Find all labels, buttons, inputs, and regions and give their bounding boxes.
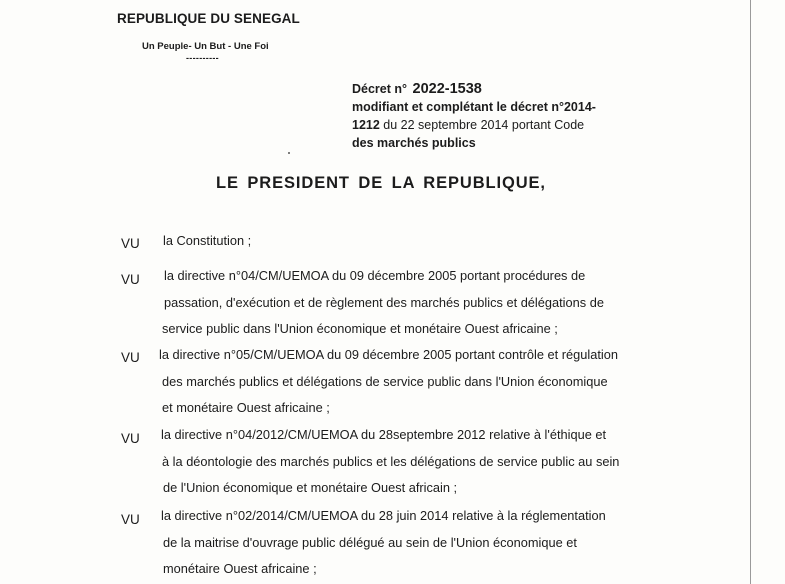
decree-prefix: Décret n° [352,82,408,96]
decree-block [352,80,596,152]
national-motto: Un Peuple- Un But - Une Foi [142,41,269,52]
country-title: REPUBLIQUE DU SENEGAL [117,11,300,26]
visa-text-line: la Constitution ; [163,233,252,248]
decree-ref-number: 1212 [352,118,380,132]
visa-text-line: des marchés publics et délégations de service public dans l'Union économique [162,373,608,389]
visa-text-line: la directive n°04/2012/CM/UEMOA du 28septembre 2012 relative à l'éthique et [161,427,607,442]
decree-number: 2022-1538 [412,81,482,97]
decree-subject-line-3: des marchés publics [352,136,476,150]
visa-label: VU [121,350,140,365]
visa-text-line: de la maitrise d'ouvrage public délégué au sein de l'Union économique et [163,534,577,550]
president-heading: LE PRESIDENT DE LA REPUBLIQUE, [216,174,546,192]
visa-label: VU [121,431,140,446]
decree-subject-line-1: modifiant et complétant le décret n°2014- [352,100,596,114]
page-edge-divider [750,0,751,584]
visa-text-line: la directive n°05/CM/UEMOA du 09 décembre 2005 portant contrôle et régulation [159,347,618,362]
visa-text-line: monétaire Ouest africaine ; [163,561,317,576]
decree-ref-date: du 22 septembre 2014 portant Code [383,118,585,132]
visa-text-line: service public dans l'Union économique et monétaire Ouest africaine ; [162,321,558,336]
visa-text-line: passation, d'exécution et de règlement des marchés publics et délégations de [164,294,604,310]
visa-text-line: la directive n°02/2014/CM/UEMOA du 28 juin 2014 relative à la réglementation [161,508,606,523]
header-separator: ---------- [186,53,219,63]
visa-text-line: de l'Union économique et monétaire Ouest africain ; [163,480,458,495]
decree-subject-line-2 [352,116,596,134]
visa-label: VU [121,272,140,287]
visa-label: VU [121,236,140,251]
decree-number-line [352,80,596,98]
visa-text-line: à la déontologie des marchés publics et les délégations de service public au sein [162,453,620,469]
visa-text-line: la directive n°04/CM/UEMOA du 09 décembre 2005 portant procédures de [164,268,586,283]
visa-label: VU [121,512,140,527]
scan-speck [288,152,290,154]
visa-text-line: et monétaire Ouest africaine ; [162,400,330,415]
